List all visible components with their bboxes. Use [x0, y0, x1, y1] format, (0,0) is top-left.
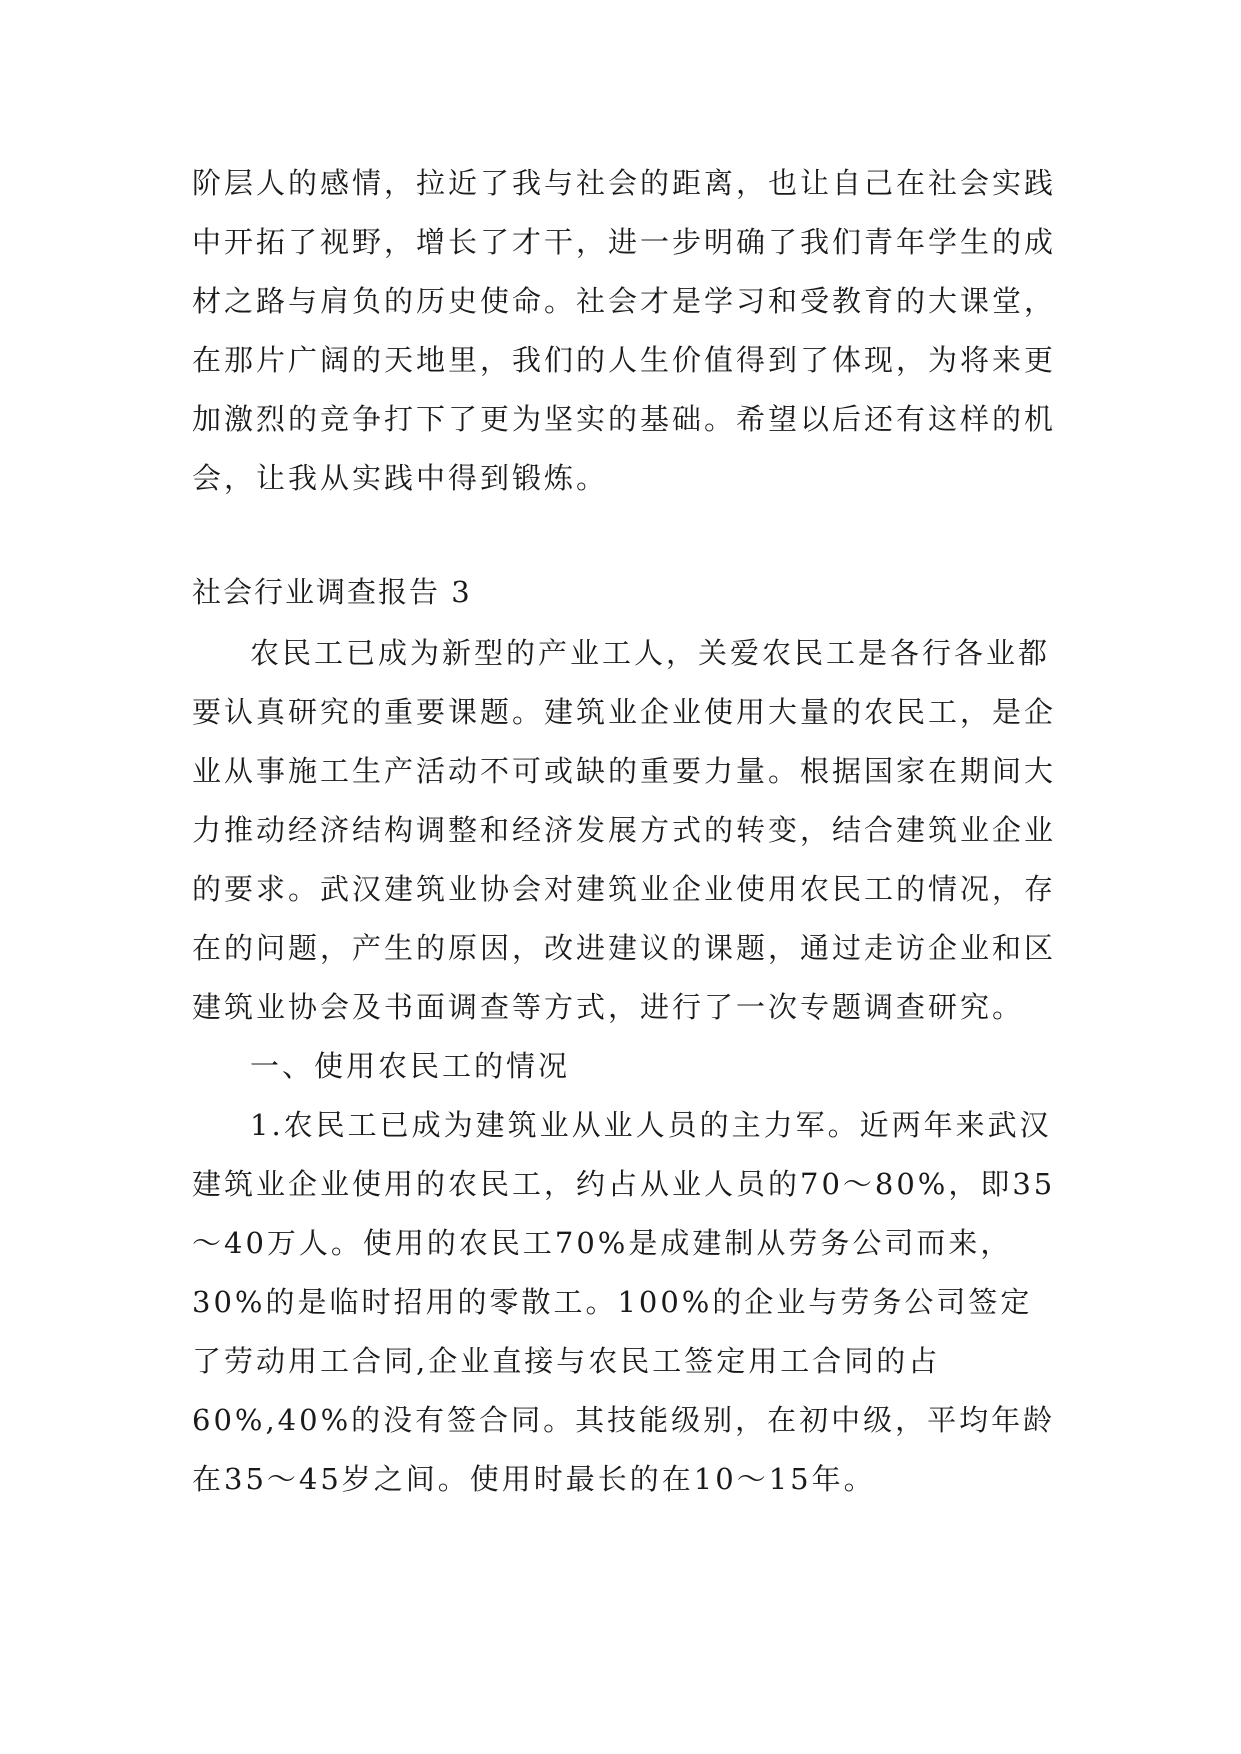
section-body	[192, 624, 1057, 1509]
previous-section-paragraph: 阶层人的感情，拉近了我与社会的距离，也让自己在社会实践中开拓了视野，增长了才干，进一步明确了我们青年学生的成材之路与肩负的历史使命。社会才是学习和受教育的大课堂，在那片广阔的天地里，我们的人生价值得到了体现，为将来更加激烈的竞争打下了更为坚实的基础。希望以后还有这样的机会，让我从实践中得到锻炼。	[192, 166, 1057, 495]
section-heading: 一、使用农民工的情况	[250, 1049, 571, 1083]
section-title: 社会行业调查报告 3	[192, 575, 472, 609]
intro-paragraph: 农民工已成为新型的产业工人，关爱农民工是各行各业都要认真研究的重要课题。建筑业企业使用大量的农民工，是企业从事施工生产活动不可或缺的重要力量。根据国家在期间大力推动经济结构调整和经济发展方式的转变，结合建筑业企业的要求。武汉建筑业协会对建筑业企业使用农民工的情况，存在的问题，产生的原因，改进建议的课题，通过走访企业和区建筑业协会及书面调查等方式，进行了一次专题调查研究。	[192, 636, 1057, 1024]
list-item-paragraph: 1.农民工已成为建筑业从业人员的主力军。近两年来武汉建筑业企业使用的农民工，约占从业人员的70～80%，即35～40万人。使用的农民工70%是成建制从劳务公司而来，30%的是临时招用的零散工。100%的企业与劳务公司签定了劳动用工合同,企业直接与农民工签定用工合同的占60%,40%的没有签合同。其技能级别，在初中级，平均年龄在35～45岁之间。使用时最长的在10～15年。	[192, 1108, 1056, 1496]
